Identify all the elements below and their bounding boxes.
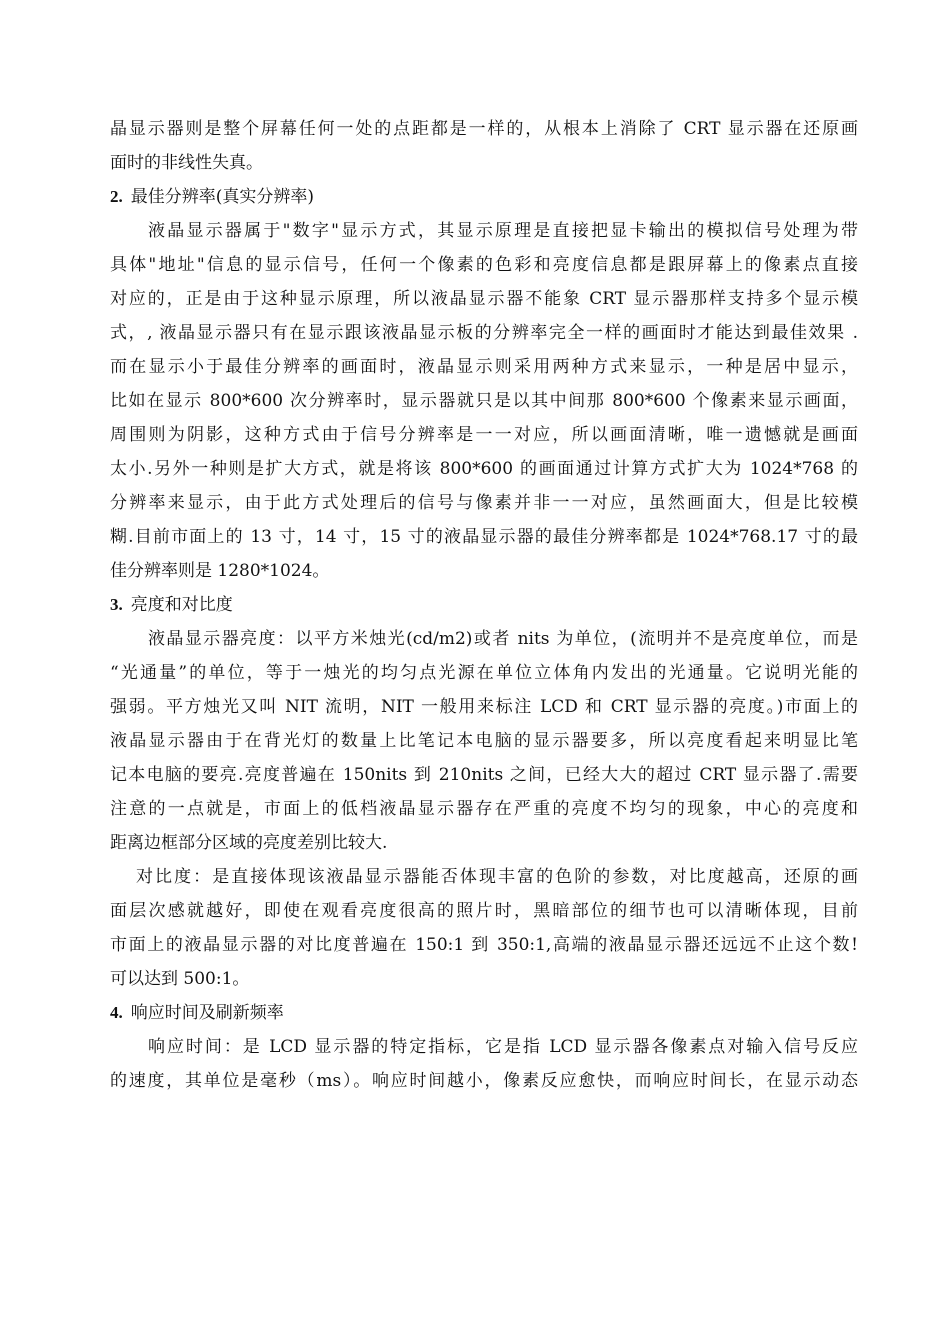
paragraph-line: 晶显示器则是整个屏幕任何一处的点距都是一样的，从根本上消除了 CRT 显示器在还原画 bbox=[110, 119, 858, 139]
paragraph-line: 而在显示小于最佳分辨率的画面时，液晶显示则采用两种方式来显示，一种是居中显示， bbox=[110, 357, 858, 377]
section-heading bbox=[110, 588, 858, 622]
paragraph-line: 市面上的液晶显示器的对比度普遍在 150:1 到 350:1,高端的液晶显示器还远远不止这个数! bbox=[110, 935, 858, 955]
section-number: 4. bbox=[110, 1003, 123, 1022]
paragraph-line: 佳分辨率则是 1280*1024。 bbox=[110, 561, 330, 581]
paragraph-line: 分辨率来显示，由于此方式处理后的信号与像素并非一一对应，虽然画面大，但是比较模 bbox=[110, 493, 858, 513]
paragraph-line: 的速度，其单位是毫秒（ms）。响应时间越小，像素反应愈快，而响应时间长，在显示动态 bbox=[110, 1071, 858, 1091]
paragraph-line: 面层次感就越好，即使在观看亮度很高的照片时，黑暗部位的细节也可以清晰体现，目前 bbox=[110, 901, 858, 921]
section-title: 响应时间及刷新频率 bbox=[130, 1003, 284, 1023]
paragraph-line: 液晶显示器由于在背光灯的数量上比笔记本电脑的显示器要多，所以亮度看起来明显比笔 bbox=[110, 731, 858, 751]
section-number: 3. bbox=[110, 595, 123, 614]
section-title: 亮度和对比度 bbox=[130, 595, 233, 615]
section-heading bbox=[110, 180, 858, 214]
paragraph-line: 可以达到 500:1。 bbox=[110, 969, 250, 989]
paragraph-line: 响应时间：是 LCD 显示器的特定指标，它是指 LCD 显示器各像素点对输入信号反应 bbox=[148, 1037, 858, 1057]
paragraph-line: 具体"地址"信息的显示信号，任何一个像素的色彩和亮度信息都是跟屏幕上的像素点直接 bbox=[110, 255, 858, 275]
paragraph-line: 对应的，正是由于这种显示原理，所以液晶显示器不能象 CRT 显示器那样支持多个显示模 bbox=[110, 289, 858, 309]
document-body bbox=[110, 112, 858, 1098]
paragraph-line: 对比度：是直接体现该液晶显示器能否体现丰富的色阶的参数，对比度越高，还原的画 bbox=[136, 867, 858, 887]
paragraph-line: 太小.另外一种则是扩大方式，就是将该 800*600 的画面通过计算方式扩大为 1024*768 的 bbox=[110, 459, 858, 479]
paragraph-line: “光通量”的单位，等于一烛光的均匀点光源在单位立体角内发出的光通量。它说明光能的 bbox=[110, 663, 858, 683]
section-number: 2. bbox=[110, 187, 123, 206]
paragraph-line: 距离边框部分区域的亮度差别比较大. bbox=[110, 833, 388, 853]
paragraph-line: 液晶显示器属于"数字"显示方式，其显示原理是直接把显卡输出的模拟信号处理为带 bbox=[148, 221, 858, 241]
paragraph-line: 注意的一点就是，市面上的低档液晶显示器存在严重的亮度不均匀的现象，中心的亮度和 bbox=[110, 799, 858, 819]
section-title: 最佳分辨率(真实分辨率) bbox=[130, 187, 315, 207]
paragraph-line: 比如在显示 800*600 次分辨率时，显示器就只是以其中间那 800*600 个像素来显示画面， bbox=[110, 391, 858, 411]
paragraph-line: 式，, 液晶显示器只有在显示跟该液晶显示板的分辨率完全一样的画面时才能达到最佳效果 . bbox=[110, 323, 858, 343]
paragraph-line: 糊.目前市面上的 13 寸，14 寸，15 寸的液晶显示器的最佳分辨率都是 1024*768.17 寸的最 bbox=[110, 527, 858, 547]
paragraph-line: 面时的非线性失真。 bbox=[110, 153, 263, 173]
paragraph-line: 周围则为阴影，这种方式由于信号分辨率是一一对应，所以画面清晰，唯一遗憾就是画面 bbox=[110, 425, 858, 445]
section-heading bbox=[110, 996, 858, 1030]
paragraph-line: 液晶显示器亮度：以平方米烛光(cd/m2)或者 nits 为单位，(流明并不是亮度单位，而是 bbox=[148, 629, 858, 649]
paragraph-line: 记本电脑的要亮.亮度普遍在 150nits 到 210nits 之间，已经大大的超过 CRT 显示器了.需要 bbox=[110, 765, 858, 785]
paragraph-line: 强弱。平方烛光又叫 NIT 流明，NIT 一般用来标注 LCD 和 CRT 显示器的亮度。)市面上的 bbox=[110, 697, 858, 717]
